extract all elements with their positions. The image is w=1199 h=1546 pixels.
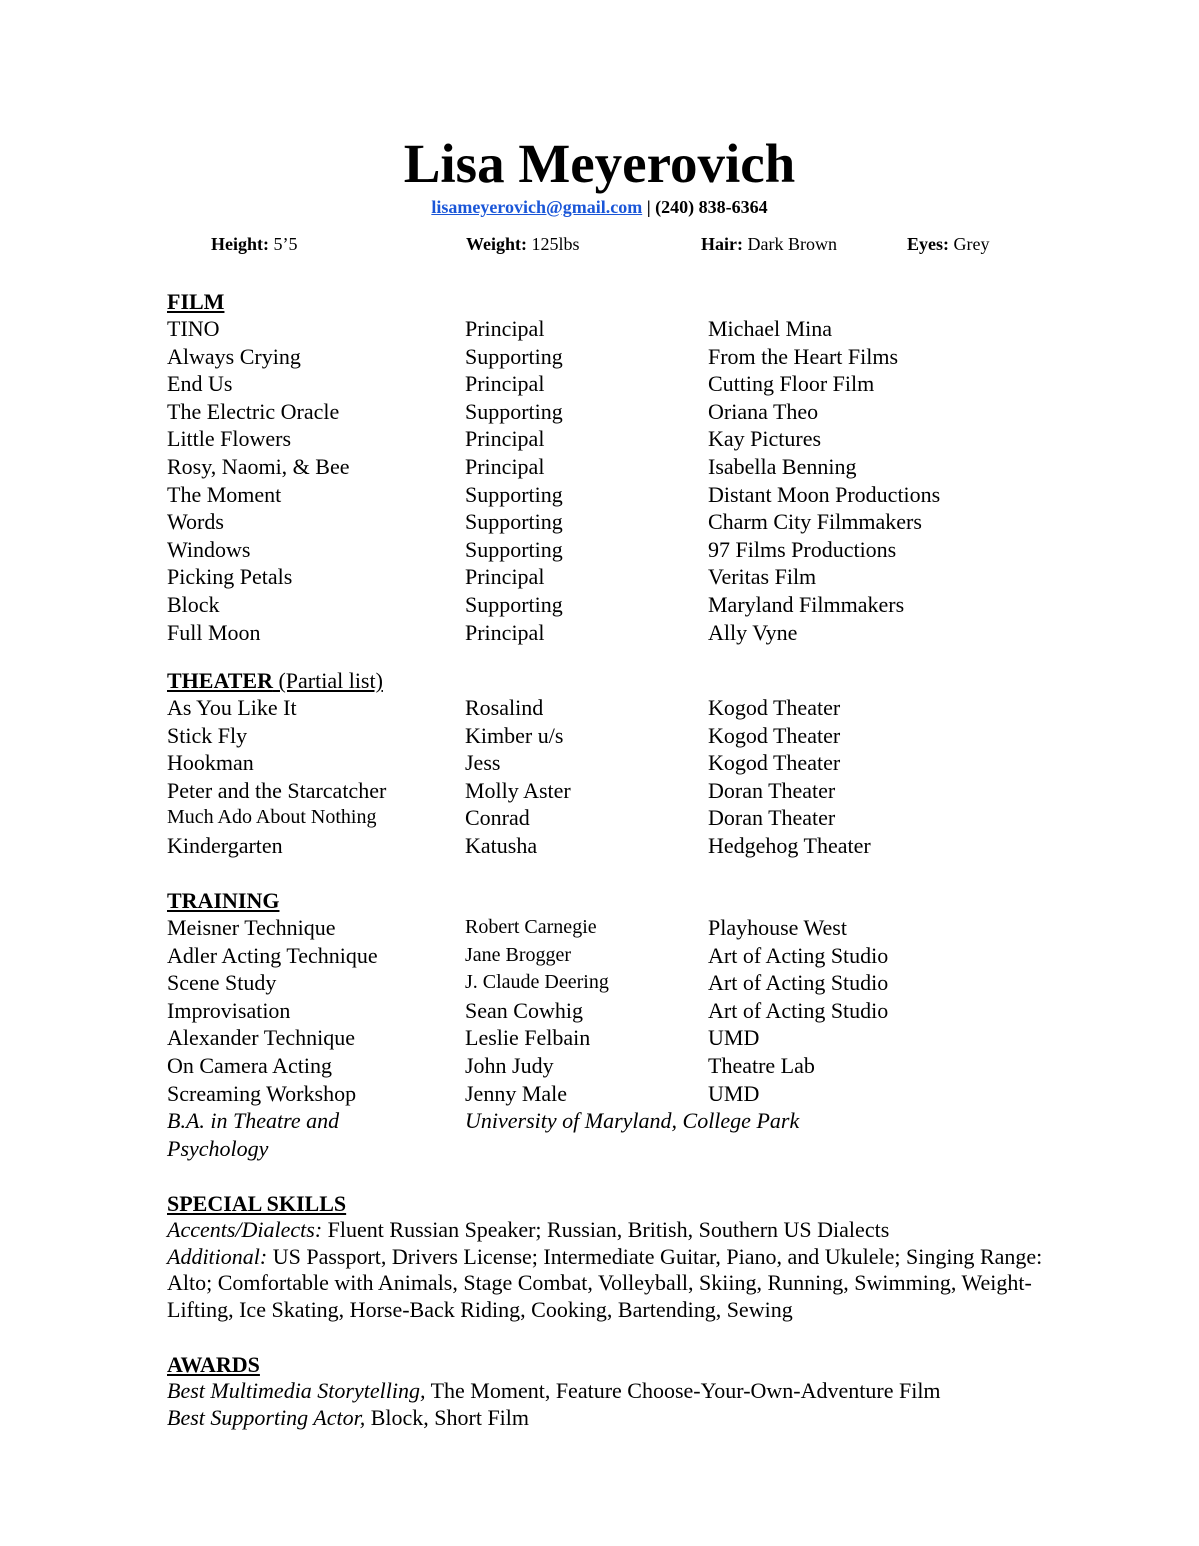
company-cell: Kogod Theater [708, 750, 841, 776]
title-cell: TINO [167, 316, 220, 341]
company-cell: Art of Acting Studio [708, 970, 889, 996]
theater-credit-row [167, 694, 1067, 722]
stat-value: 125lbs [531, 234, 580, 254]
title-cell: Kindergarten [167, 832, 283, 858]
company-cell: Art of Acting Studio [708, 997, 889, 1023]
film-credit-row [167, 563, 1067, 591]
training-section [167, 888, 1067, 1162]
role-cell: Principal [465, 316, 545, 341]
award-detail: The Moment, Feature Choose-Your-Own-Adventure Film [425, 1378, 941, 1403]
additional-skills [167, 1244, 1067, 1324]
title-cell: End Us [167, 371, 233, 397]
title-cell: The Moment [167, 481, 282, 507]
stat-value: Dark Brown [747, 234, 837, 254]
company-cell: UMD [708, 1025, 760, 1051]
skills-heading: SPECIAL SKILLS [167, 1191, 347, 1216]
phone-number: (240) 838-6364 [655, 197, 768, 217]
company-cell: Hedgehog Theater [708, 832, 871, 858]
company-cell: Maryland Filmmakers [708, 591, 905, 617]
role-cell: John Judy [465, 1052, 554, 1078]
additional-label: Additional: [167, 1243, 268, 1269]
stat-value: 5’5 [273, 234, 298, 254]
title-cell: The Electric Oracle [167, 398, 340, 424]
accents-label: Accents/Dialects: [167, 1217, 323, 1242]
theater-heading [167, 668, 1067, 694]
company-cell: Isabella Benning [708, 453, 857, 479]
theater-credit-row [167, 777, 1067, 805]
role-cell: Rosalind [465, 695, 544, 720]
role-cell: Principal [465, 426, 545, 452]
role-cell: Supporting [465, 481, 563, 507]
title-cell: Much Ado About Nothing [167, 806, 377, 829]
award-item [167, 1405, 1067, 1432]
film-credit-row [167, 315, 1067, 343]
film-credits [167, 315, 1067, 646]
role-cell: Principal [465, 453, 545, 479]
award-title: Best Supporting Actor, [167, 1404, 366, 1430]
role-cell: Robert Carnegie [465, 916, 597, 938]
role-cell: Supporting [465, 343, 563, 369]
title-cell: Full Moon [167, 619, 261, 645]
company-cell: Charm City Filmmakers [708, 509, 922, 535]
title-cell: Words [167, 509, 224, 535]
physical-stats [0, 232, 1199, 256]
stat-eyes [907, 232, 989, 256]
film-credit-row [167, 619, 1067, 647]
role-cell: Kimber u/s [465, 722, 564, 748]
title-cell: Stick Fly [167, 722, 248, 748]
role-cell: Conrad [465, 805, 530, 831]
title-cell: Block [167, 591, 220, 617]
company-cell: Playhouse West [708, 915, 847, 940]
title-cell: As You Like It [167, 695, 297, 720]
degree-row [167, 1107, 1067, 1135]
company-cell: Ally Vyne [708, 619, 798, 645]
title-cell: Hookman [167, 750, 254, 776]
training-heading: TRAINING [167, 888, 280, 913]
additional-text: US Passport, Drivers License; Intermediate Guitar, Piano, and Ukulele; Singing Range: Alto; Comfortable with Animals, Stage Combat, Volleyball, Skiing, Running, Swimming, Weight-Lifting, Ice Skating, Horse-Back Riding, Cooking, Bartending, Sewing [167, 1243, 1043, 1323]
title-cell: Meisner Technique [167, 915, 336, 940]
film-credit-row [167, 398, 1067, 426]
stat-height [211, 232, 298, 256]
film-credit-row [167, 343, 1067, 371]
awards-section [167, 1352, 1067, 1431]
stat-value: Grey [953, 234, 990, 254]
title-cell: Adler Acting Technique [167, 942, 378, 968]
award-item [167, 1378, 1067, 1405]
role-cell: Leslie Felbain [465, 1025, 591, 1051]
role-cell: Katusha [465, 832, 538, 858]
theater-credit-row [167, 804, 1067, 832]
company-cell: Kogod Theater [708, 722, 841, 748]
actor-name: Lisa Meyerovich [403, 133, 796, 194]
title-cell: Little Flowers [167, 426, 292, 452]
company-cell: Art of Acting Studio [708, 942, 889, 968]
training-row [167, 1024, 1067, 1052]
title-cell: Improvisation [167, 997, 291, 1023]
accents-line [167, 1217, 1067, 1244]
training-row [167, 969, 1067, 997]
company-cell: Kogod Theater [708, 695, 841, 720]
film-credit-row [167, 481, 1067, 509]
company-cell: Theatre Lab [708, 1052, 815, 1078]
training-list [167, 914, 1067, 1107]
theater-credit-row [167, 749, 1067, 777]
stat-label: Hair: [701, 234, 743, 254]
degree-row-continued [167, 1135, 1067, 1163]
training-row [167, 942, 1067, 970]
role-cell: Jess [465, 750, 501, 776]
company-cell: Veritas Film [708, 564, 817, 590]
stat-label: Height: [211, 234, 269, 254]
role-cell: J. Claude Deering [465, 971, 609, 994]
title-cell: Screaming Workshop [167, 1080, 357, 1106]
title-cell: Picking Petals [167, 564, 293, 590]
title-cell: Windows [167, 536, 251, 562]
training-row [167, 914, 1067, 942]
company-cell: Kay Pictures [708, 426, 822, 452]
theater-section [167, 668, 1067, 860]
theater-credits [167, 694, 1067, 860]
awards-heading: AWARDS [167, 1352, 260, 1377]
title-cell: Rosy, Naomi, & Bee [167, 453, 350, 479]
film-credit-row [167, 508, 1067, 536]
film-credit-row [167, 425, 1067, 453]
company-cell: 97 Films Productions [708, 536, 897, 562]
role-cell: Jenny Male [465, 1080, 568, 1106]
theater-heading-title: THEATER [167, 668, 273, 693]
award-title: Best Multimedia Storytelling, [167, 1378, 426, 1403]
role-cell: Sean Cowhig [465, 997, 583, 1023]
contact-separator: | [646, 197, 651, 217]
theater-heading-note: (Partial list) [272, 668, 383, 693]
degree-school: University of Maryland, College Park [465, 1108, 800, 1134]
film-credit-row [167, 370, 1067, 398]
film-heading: FILM [167, 289, 225, 314]
degree-title-continued: Psychology [167, 1135, 269, 1161]
title-cell: Peter and the Starcatcher [167, 777, 387, 803]
award-detail: Block, Short Film [365, 1404, 530, 1430]
company-cell: Doran Theater [708, 805, 836, 831]
stat-label: Weight: [466, 234, 527, 254]
company-cell: Michael Mina [708, 316, 833, 341]
theater-credit-row [167, 832, 1067, 860]
training-row [167, 997, 1067, 1025]
role-cell: Supporting [465, 591, 563, 617]
role-cell: Supporting [465, 398, 563, 424]
skills-section [167, 1191, 1067, 1324]
role-cell: Supporting [465, 536, 563, 562]
contact-line [0, 196, 1199, 218]
training-row [167, 1080, 1067, 1108]
title-cell: Alexander Technique [167, 1025, 356, 1051]
role-cell: Jane Brogger [465, 943, 572, 966]
title-cell: On Camera Acting [167, 1052, 332, 1078]
title-cell: Scene Study [167, 970, 277, 996]
stat-hair [701, 232, 837, 256]
role-cell: Principal [465, 619, 545, 645]
company-cell: Doran Theater [708, 777, 836, 803]
role-cell: Supporting [465, 509, 563, 535]
training-row [167, 1052, 1067, 1080]
film-credit-row [167, 453, 1067, 481]
role-cell: Molly Aster [465, 777, 571, 803]
company-cell: UMD [708, 1080, 760, 1106]
film-credit-row [167, 591, 1067, 619]
title-cell: Always Crying [167, 343, 301, 369]
company-cell: From the Heart Films [708, 343, 899, 369]
stat-weight [466, 232, 580, 256]
film-credit-row [167, 536, 1067, 564]
company-cell: Distant Moon Productions [708, 481, 941, 507]
film-section [167, 289, 1067, 646]
role-cell: Principal [465, 371, 545, 397]
role-cell: Principal [465, 564, 545, 590]
accents-text: Fluent Russian Speaker; Russian, British, Southern US Dialects [322, 1217, 890, 1242]
company-cell: Cutting Floor Film [708, 371, 875, 397]
stat-label: Eyes: [907, 234, 949, 254]
theater-credit-row [167, 722, 1067, 750]
degree-title: B.A. in Theatre and [167, 1108, 340, 1134]
email-link[interactable]: lisameyerovich@gmail.com [431, 197, 643, 217]
company-cell: Oriana Theo [708, 398, 819, 424]
